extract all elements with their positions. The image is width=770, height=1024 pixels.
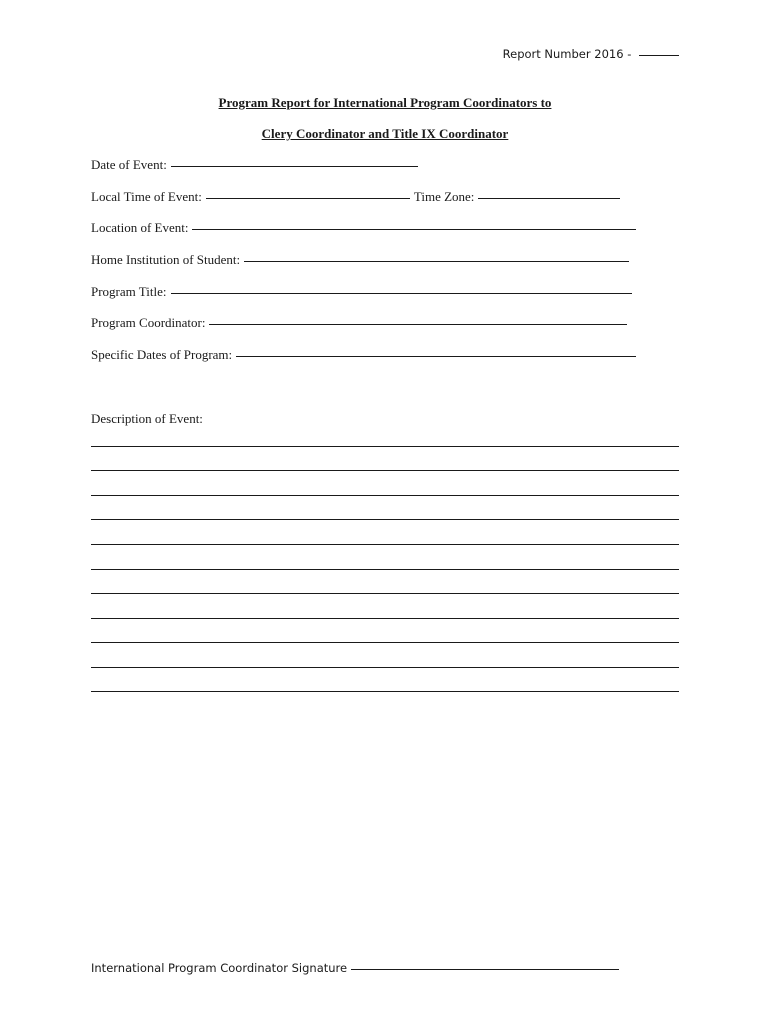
- location-blank[interactable]: [192, 228, 636, 230]
- specific-dates-label: Specific Dates of Program:: [91, 347, 233, 362]
- signature-row: [91, 961, 619, 975]
- description-line[interactable]: [91, 495, 679, 496]
- description-line[interactable]: [91, 618, 679, 619]
- description-line[interactable]: [91, 593, 679, 594]
- home-institution-label: Home Institution of Student:: [91, 252, 241, 267]
- local-time-field: [91, 189, 620, 205]
- report-number: [503, 47, 679, 61]
- signature-blank[interactable]: [351, 968, 619, 970]
- specific-dates-field: [91, 347, 636, 363]
- local-time-label: Local Time of Event:: [91, 189, 202, 204]
- description-line[interactable]: [91, 544, 679, 545]
- description-line[interactable]: [91, 569, 679, 570]
- program-coordinator-label: Program Coordinator:: [91, 315, 206, 330]
- time-zone-blank[interactable]: [478, 197, 620, 199]
- home-institution-blank[interactable]: [244, 260, 629, 262]
- program-title-field: [91, 284, 632, 300]
- description-line[interactable]: [91, 691, 679, 692]
- form-title-line-2: Clery Coordinator and Title IX Coordinator: [261, 126, 509, 141]
- description-label-row: [91, 411, 203, 427]
- location-label: Location of Event:: [91, 220, 189, 235]
- description-line[interactable]: [91, 642, 679, 643]
- description-line[interactable]: [91, 667, 679, 668]
- specific-dates-blank[interactable]: [236, 355, 636, 357]
- location-field: [91, 220, 636, 236]
- local-time-blank[interactable]: [206, 197, 410, 199]
- report-number-blank[interactable]: [639, 54, 679, 56]
- description-line[interactable]: [91, 519, 679, 520]
- program-coordinator-field: [91, 315, 627, 331]
- program-title-label: Program Title:: [91, 284, 167, 299]
- date-of-event-blank[interactable]: [171, 165, 418, 167]
- report-number-label: Report Number 2016 -: [502, 47, 632, 61]
- home-institution-field: [91, 252, 629, 268]
- program-coordinator-blank[interactable]: [209, 323, 627, 325]
- date-of-event-label: Date of Event:: [91, 157, 167, 172]
- time-zone-label: Time Zone:: [413, 189, 475, 204]
- description-label: Description of Event:: [91, 411, 203, 426]
- description-line[interactable]: [91, 470, 679, 471]
- description-line[interactable]: [91, 446, 679, 447]
- program-title-blank[interactable]: [171, 292, 632, 294]
- date-of-event-field: [91, 157, 418, 173]
- form-title-line-1: Program Report for International Program Coordinators to: [218, 95, 552, 110]
- signature-label: International Program Coordinator Signature: [91, 961, 348, 975]
